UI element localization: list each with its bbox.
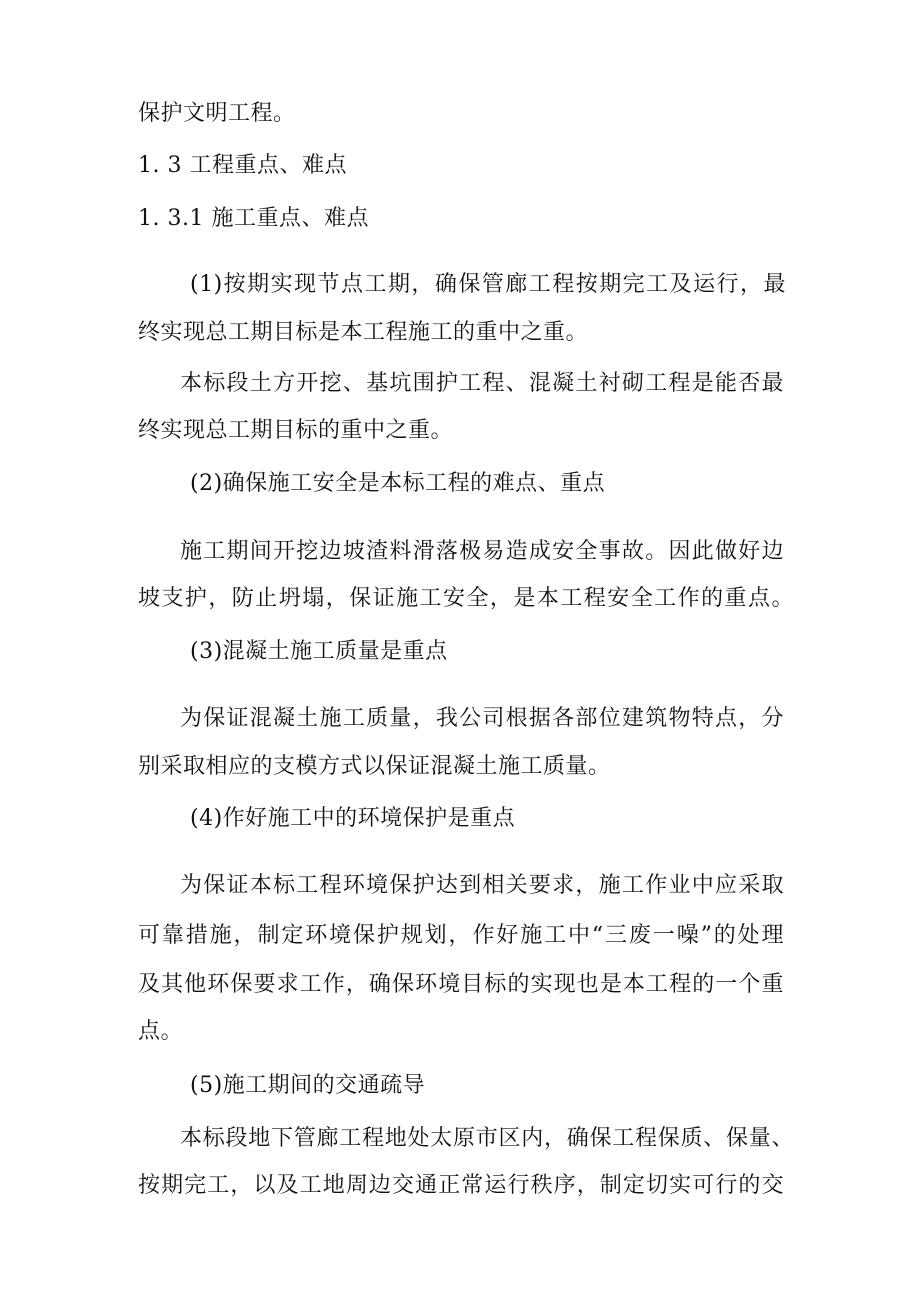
paragraph-line: 终实现总工期目标的重中之重。 <box>138 418 454 443</box>
item-heading: (3)混凝土施工质量是重点 <box>190 639 448 664</box>
paragraph-line: 为保证本标工程环境保护达到相关要求，施工作业中应采取 <box>180 873 784 898</box>
paragraph-line: 及其他环保要求工作，确保环境目标的实现也是本工程的一个重 <box>138 972 784 997</box>
subsection-heading: 1. 3.1 施工重点、难点 <box>138 206 369 231</box>
paragraph-line: 本标段土方开挖、基坑围护工程、混凝土衬砌工程是能否最 <box>180 371 784 396</box>
paragraph-line: 坡支护，防止坍塌，保证施工安全，是本工程安全工作的重点。 <box>138 586 794 611</box>
section-heading: 1. 3 工程重点、难点 <box>138 153 347 178</box>
paragraph-line: 点。 <box>138 1019 184 1044</box>
paragraph-line: 施工期间开挖边坡渣料滑落极易造成安全事故。因此做好边 <box>180 539 784 564</box>
item-heading: (4)作好施工中的环境保护是重点 <box>190 806 516 831</box>
paragraph-line: 本标段地下管廊工程地处太原市区内，确保工程保质、保量、 <box>180 1126 794 1151</box>
paragraph-line: 按期完工，以及工地周边交通正常运行秩序，制定切实可行的交 <box>138 1173 784 1198</box>
item-heading: (5)施工期间的交通疏导 <box>190 1073 426 1098</box>
paragraph-line: 保护文明工程。 <box>138 101 296 126</box>
paragraph-line: 为保证混凝土施工质量，我公司根据各部位建筑物特点，分 <box>180 706 784 731</box>
paragraph-line: (1)按期实现节点工期，确保管廊工程按期完工及运行，最 <box>190 272 786 297</box>
paragraph-line: 可靠措施，制定环境保护规划，作好施工中“三废一噪”的处理 <box>138 923 784 948</box>
paragraph-line: 终实现总工期目标是本工程施工的重中之重。 <box>138 320 589 345</box>
item-heading: (2)确保施工安全是本标工程的难点、重点 <box>190 471 606 496</box>
paragraph-line: 别采取相应的支模方式以保证混凝土施工质量。 <box>138 754 611 779</box>
